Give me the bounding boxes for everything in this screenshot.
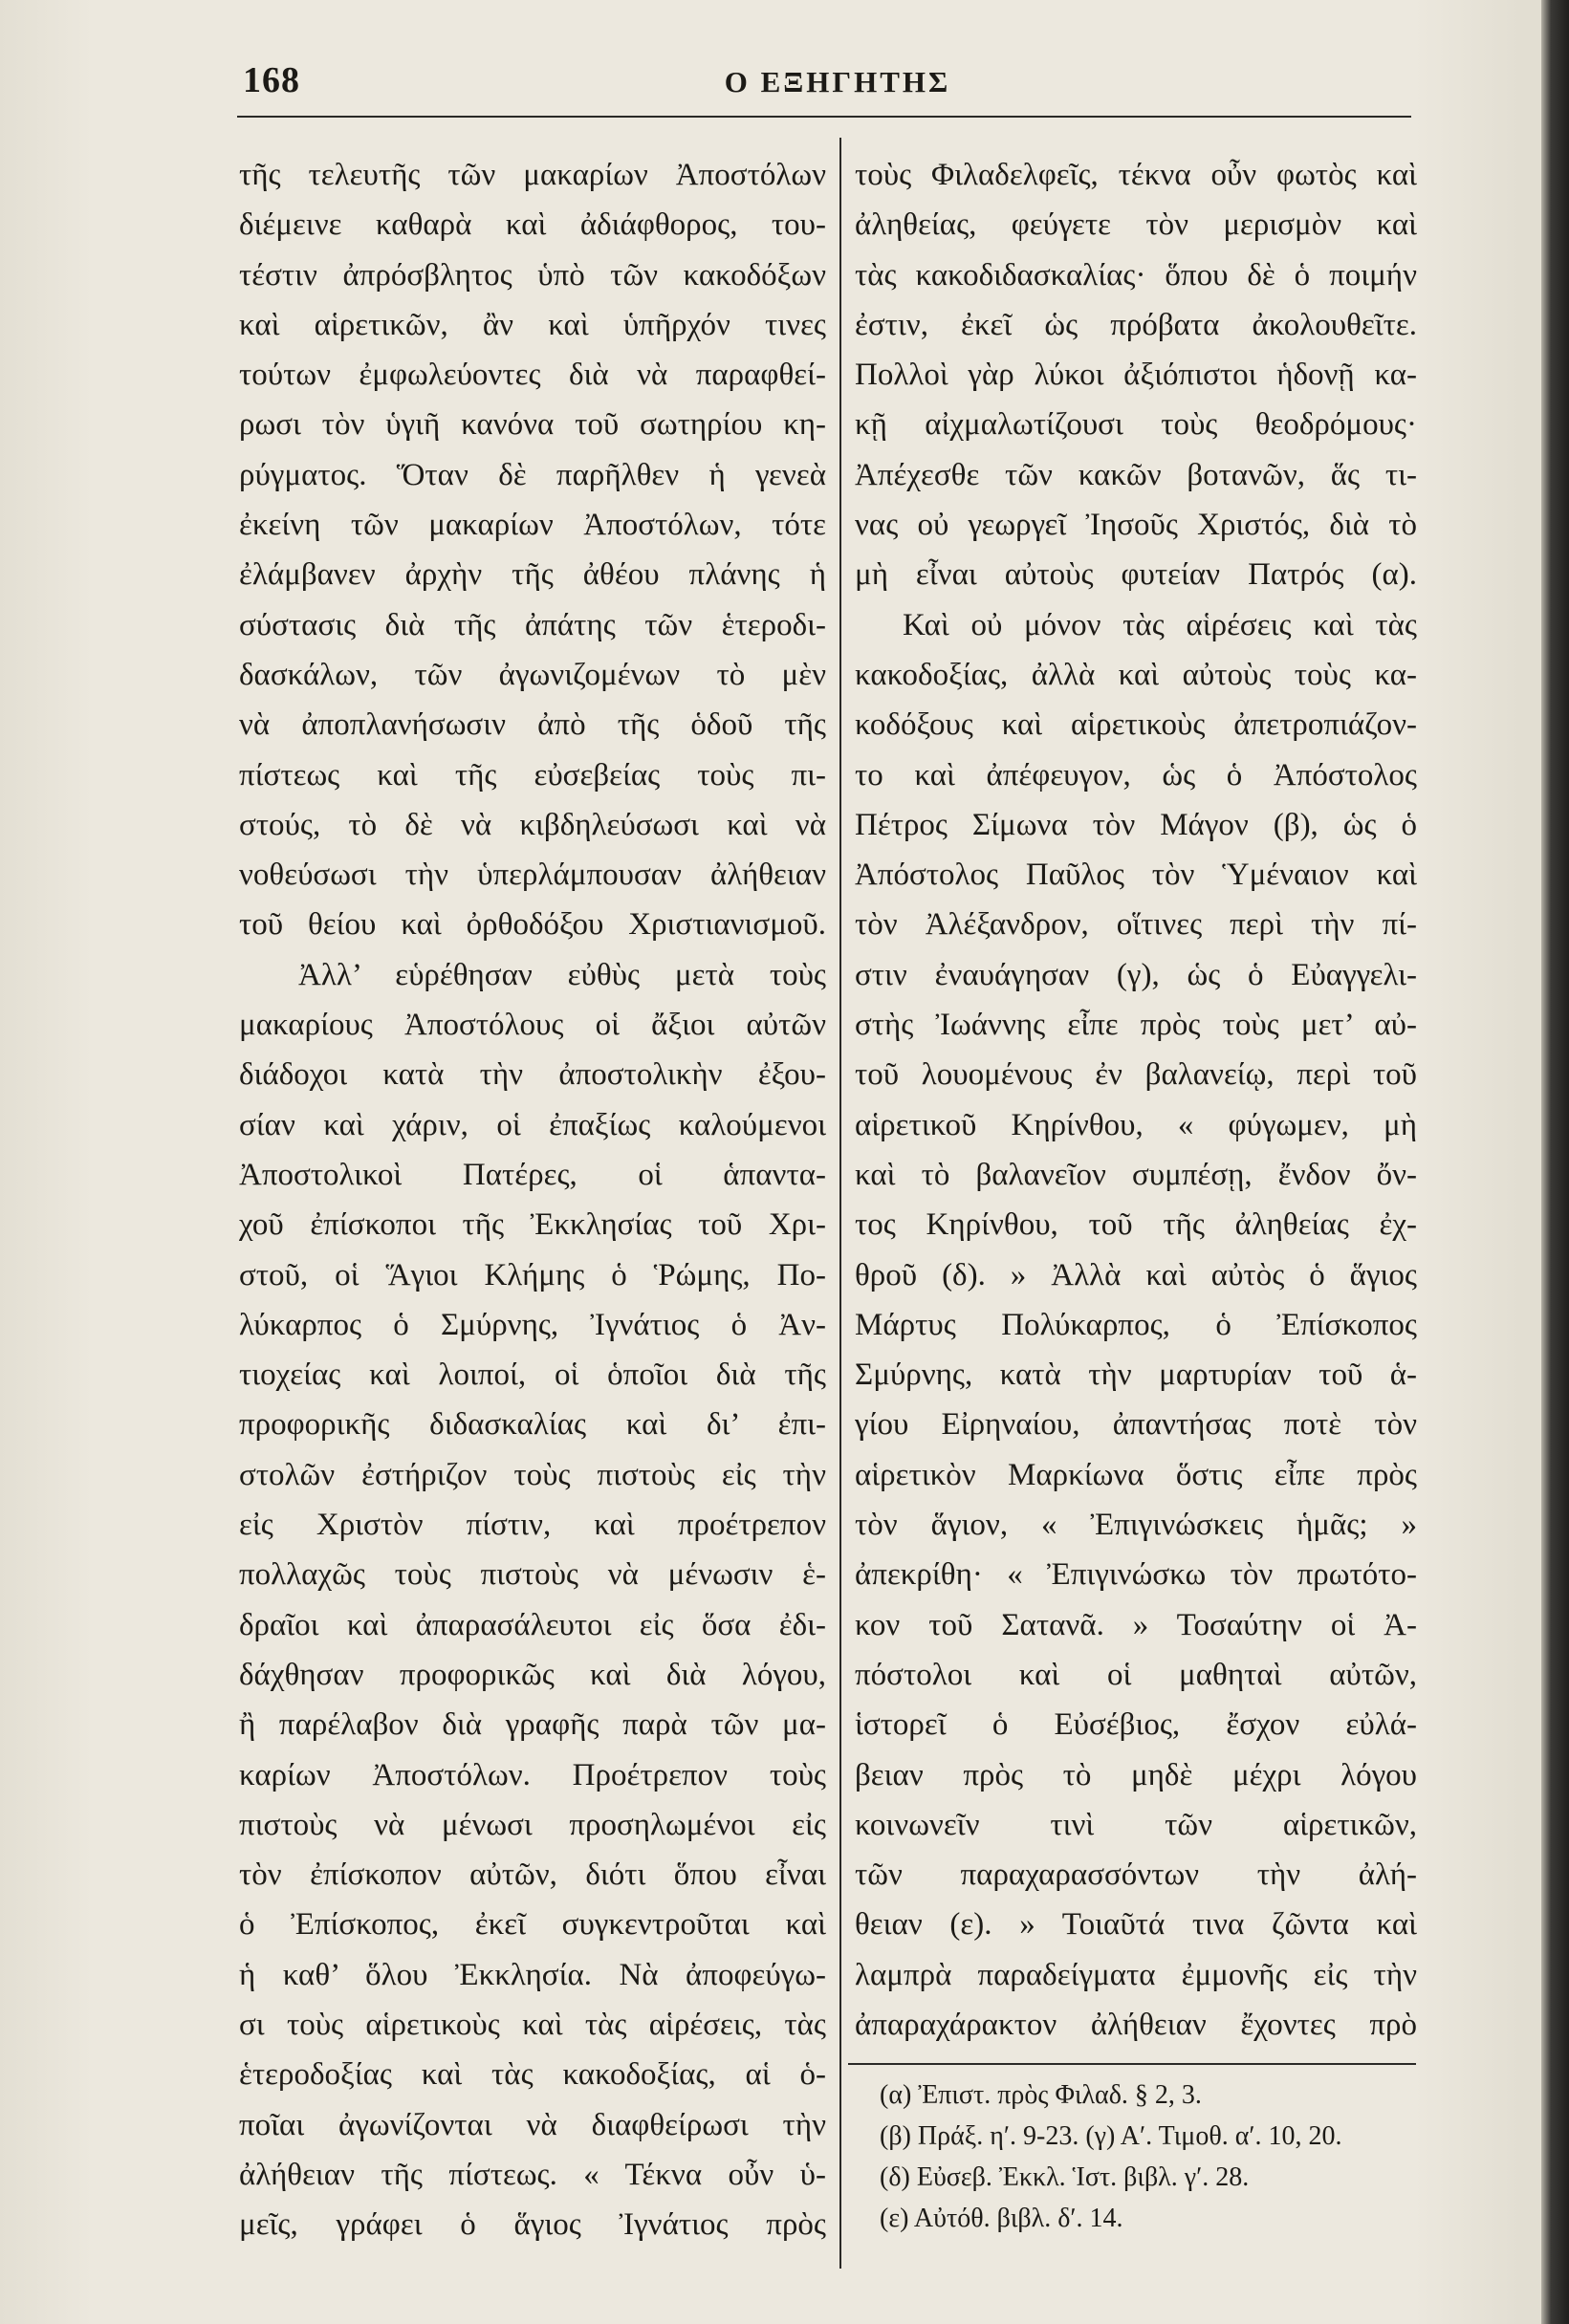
text-line: καρίων Ἀποστόλων. Προέτρεπον τοὺς — [239, 1757, 826, 1792]
text-line: ἀπεκρίθη· « Ἐπιγινώσκω τὸν πρωτότο- — [855, 1557, 1417, 1593]
text-line: νας οὐ γεωργεῖ Ἰησοῦς Χριστός, διὰ τὸ — [855, 508, 1417, 543]
text-line: κῇ αἰχμαλωτίζουσι τοὺς θεοδρόμους· — [855, 407, 1417, 443]
text-line: τῆς τελευτῆς τῶν μακαρίων Ἀποστόλων — [239, 158, 826, 192]
text-line: δάχθησαν προφορικῶς καὶ διὰ λόγου, — [239, 1657, 826, 1692]
text-line: ρύγματος. Ὅταν δὲ παρῆλθεν ἡ γενεὰ — [239, 457, 826, 492]
text-line: Πέτρος Σίμωνα τὸν Μάγον (β), ὡς ὁ — [855, 807, 1417, 842]
text-line: στούς, τὸ δὲ νὰ κιβδηλεύσωσι καὶ νὰ — [239, 807, 826, 842]
text-line: διέμεινε καθαρὰ καὶ ἀδιάφθορος, του- — [239, 207, 826, 243]
text-line: εἰς Χριστὸν πίστιν, καὶ προέτρεπον — [239, 1508, 826, 1543]
text-line: πολλαχῶς τοὺς πιστοὺς νὰ μένωσιν ἑ- — [239, 1557, 826, 1593]
text-line: κακοδοξίας, ἀλλὰ καὶ αὐτοὺς τοὺς κα- — [855, 657, 1417, 692]
footnote-rule — [848, 2063, 1416, 2065]
text-line: πόστολοι καὶ οἱ μαθηταὶ αὐτῶν, — [855, 1657, 1417, 1692]
text-line: το καὶ ἀπέφευγον, ὡς ὁ Ἀπόστολος — [855, 757, 1417, 793]
text-line: καὶ τὸ βαλανεῖον συμπέσῃ, ἔνδον ὄν- — [855, 1157, 1417, 1192]
text-line: ἀλήθειαν τῆς πίστεως. « Τέκνα οὖν ὑ- — [239, 2157, 826, 2192]
text-line: τιοχείας καὶ λοιποί, οἱ ὁποῖοι διὰ τῆς — [239, 1357, 826, 1393]
footnote: (α) Ἐπιστ. πρὸς Φιλαδ. § 2, 3. — [880, 2080, 1202, 2110]
text-line: σι τοὺς αἱρετικοὺς καὶ τὰς αἱρέσεις, τὰς — [239, 2007, 826, 2042]
text-line: ρωσι τὸν ὑγιῆ κανόνα τοῦ σωτηρίου κη- — [239, 407, 826, 443]
footnote: (δ) Εὐσεβ. Ἐκκλ. Ἱστ. βιβλ. γʹ. 28. — [880, 2162, 1250, 2192]
text-line: ἢ παρέλαβον διὰ γραφῆς παρὰ τῶν μα- — [239, 1707, 826, 1743]
text-line: ἱστορεῖ ὁ Εὐσέβιος, ἔσχον εὐλά- — [855, 1707, 1417, 1743]
text-line: μὴ εἶναι αὐτοὺς φυτείαν Πατρός (α). — [855, 557, 1417, 593]
text-line: τὸν ἅγιον, « Ἐπιγινώσκεις ἡμᾶς; » — [855, 1508, 1417, 1543]
text-line: κον τοῦ Σατανᾶ. » Τοσαύτην οἱ Ἀ- — [855, 1607, 1417, 1642]
paragraph-first-line: Καὶ οὐ μόνον τὰς αἱρέσεις καὶ τὰς — [903, 607, 1417, 642]
scan-edge-shadow — [1541, 0, 1569, 2324]
text-line: τὸν ἐπίσκοπον αὐτῶν, διότι ὅπου εἶναι — [239, 1857, 826, 1893]
text-line: ποῖαι ἀγωνίζονται νὰ διαφθείρωσι τὴν — [239, 2107, 826, 2142]
text-line: χοῦ ἐπίσκοποι τῆς Ἐκκλησίας τοῦ Χρι- — [239, 1207, 826, 1243]
column-divider — [839, 138, 841, 2269]
text-line: ἀληθείας, φεύγετε τὸν μερισμὸν καὶ — [855, 207, 1417, 243]
text-line: κοδόξους καὶ αἱρετικοὺς ἀπετροπιάζον- — [855, 707, 1417, 743]
text-line: κοινωνεῖν τινὶ τῶν αἱρετικῶν, — [855, 1807, 1417, 1842]
text-line: καὶ αἱρετικῶν, ἂν καὶ ὑπῆρχόν τινες — [239, 307, 826, 342]
page-number: 168 — [243, 60, 300, 100]
text-line: Ἀποστολικοὶ Πατέρες, οἱ ἁπαντα- — [239, 1157, 826, 1192]
text-line: Μάρτυς Πολύκαρπος, ὁ Ἐπίσκοπος — [855, 1307, 1417, 1342]
text-line: τοὺς Φιλαδελφεῖς, τέκνα οὖν φωτὸς καὶ — [855, 158, 1417, 192]
text-line: πιστοὺς νὰ μένωσι προσηλωμένοι εἰς — [239, 1807, 826, 1842]
running-title: Ο ΕΞΗΓΗΤΗΣ — [724, 65, 951, 98]
text-line: δασκάλων, τῶν ἀγωνιζομένων τὸ μὲν — [239, 657, 826, 692]
text-line: τούτων ἐμφωλεύοντες διὰ νὰ παραφθεί- — [239, 358, 826, 393]
footnote: (ε) Αὐτόθ. βιβλ. δʹ. 14. — [880, 2204, 1123, 2233]
text-line: τῶν παραχαρασσόντων τὴν ἀλή- — [855, 1857, 1417, 1893]
text-line: τὰς κακοδιδασκαλίας· ὅπου δὲ ὁ ποιμήν — [855, 257, 1417, 293]
text-line: σύστασις διὰ τῆς ἀπάτης τῶν ἑτεροδι- — [239, 607, 826, 642]
text-line: στοῦ, οἱ Ἅγιοι Κλήμης ὁ Ῥώμης, Πο- — [239, 1257, 826, 1292]
text-line: τος Κηρίνθου, τοῦ τῆς ἀληθείας ἐχ- — [855, 1207, 1417, 1243]
text-line: διάδοχοι κατὰ τὴν ἀποστολικὴν ἐξου- — [239, 1057, 826, 1093]
paragraph-first-line: Ἀλλ’ εὑρέθησαν εὐθὺς μετὰ τοὺς — [298, 957, 826, 992]
text-line: στολῶν ἐστήριζον τοὺς πιστοὺς εἰς τὴν — [239, 1457, 826, 1492]
text-line: γίου Εἰρηναίου, ἀπαντήσας ποτὲ τὸν — [855, 1407, 1417, 1443]
header-rule — [237, 116, 1411, 118]
text-line: τέστιν ἀπρόσβλητος ὑπὸ τῶν κακοδόξων — [239, 257, 826, 293]
text-line: ἐστιν, ἐκεῖ ὡς πρόβατα ἀκολουθεῖτε. — [855, 307, 1417, 342]
text-line: μακαρίους Ἀποστόλους οἱ ἄξιοι αὐτῶν — [239, 1008, 826, 1043]
text-line: ὁ Ἐπίσκοπος, ἐκεῖ συγκεντροῦται καὶ — [239, 1907, 826, 1943]
text-line: τοῦ θείου καὶ ὀρθοδόξου Χριστιανισμοῦ. — [239, 907, 826, 943]
text-line: λύκαρπος ὁ Σμύρνης, Ἰγνάτιος ὁ Ἀν- — [239, 1307, 826, 1342]
right-column — [855, 150, 1417, 2050]
text-line: πίστεως καὶ τῆς εὐσεβείας τοὺς πι- — [239, 757, 826, 793]
left-column — [239, 150, 826, 2249]
text-line: λαμπρὰ παραδείγματα ἐμμονῆς εἰς τὴν — [855, 1957, 1417, 1992]
footnotes — [880, 2074, 1415, 2239]
text-line: τοῦ λουομένους ἐν βαλανείῳ, περὶ τοῦ — [855, 1057, 1417, 1093]
text-line: ἑτεροδοξίας καὶ τὰς κακοδοξίας, αἱ ὁ- — [239, 2057, 826, 2093]
text-line: στιν ἐναυάγησαν (γ), ὡς ὁ Εὐαγγελι- — [855, 957, 1417, 992]
text-line: δραῖοι καὶ ἀπαρασάλευτοι εἰς ὅσα ἐδι- — [239, 1607, 826, 1642]
text-line: θειαν (ε). » Τοιαῦτά τινα ζῶντα καὶ — [855, 1907, 1417, 1943]
text-line: νοθεύσωσι τὴν ὑπερλάμπουσαν ἀλήθειαν — [239, 858, 826, 893]
text-line: μεῖς, γράφει ὁ ἅγιος Ἰγνάτιος πρὸς — [239, 2207, 826, 2243]
text-line: Πολλοὶ γὰρ λύκοι ἀξιόπιστοι ἡδονῇ κα- — [855, 358, 1417, 393]
text-line: αἱρετικοῦ Κηρίνθου, « φύγωμεν, μὴ — [855, 1107, 1417, 1142]
text-line: ἡ καθ’ ὅλου Ἐκκλησία. Νὰ ἀποφεύγω- — [239, 1957, 826, 1992]
text-line: τὸν Ἀλέξανδρον, οἵτινες περὶ τὴν πί- — [855, 907, 1417, 943]
text-line: βειαν πρὸς τὸ μηδὲ μέχρι λόγου — [855, 1757, 1417, 1792]
text-line: σίαν καὶ χάριν, οἱ ἐπαξίως καλούμενοι — [239, 1107, 826, 1142]
text-line: ἀπαραχάρακτον ἀλήθειαν ἔχοντες πρὸ — [855, 2007, 1417, 2042]
text-line: νὰ ἀποπλανήσωσιν ἀπὸ τῆς ὁδοῦ τῆς — [239, 707, 826, 743]
text-line: προφορικῆς διδασκαλίας καὶ δι’ ἐπι- — [239, 1407, 826, 1443]
text-line: Ἀπόστολος Παῦλος τὸν Ὑμέναιον καὶ — [855, 858, 1417, 893]
text-line: Ἀπέχεσθε τῶν κακῶν βοτανῶν, ἅς τι- — [855, 457, 1417, 492]
text-line: αἱρετικὸν Μαρκίωνα ὅστις εἶπε πρὸς — [855, 1457, 1417, 1492]
text-line: θροῦ (δ). » Ἀλλὰ καὶ αὐτὸς ὁ ἅγιος — [855, 1257, 1417, 1292]
footnote: (β) Πράξ. ηʹ. 9-23. (γ) Αʹ. Τιμοθ. αʹ. 10, 20. — [880, 2121, 1342, 2151]
text-line: στὴς Ἰωάννης εἶπε πρὸς τοὺς μετ’ αὐ- — [855, 1008, 1417, 1043]
text-line: ἐκείνη τῶν μακαρίων Ἀποστόλων, τότε — [239, 508, 826, 543]
text-line: Σμύρνης, κατὰ τὴν μαρτυρίαν τοῦ ἁ- — [855, 1357, 1417, 1393]
text-line: ἐλάμβανεν ἀρχὴν τῆς ἀθέου πλάνης ἡ — [239, 557, 826, 593]
